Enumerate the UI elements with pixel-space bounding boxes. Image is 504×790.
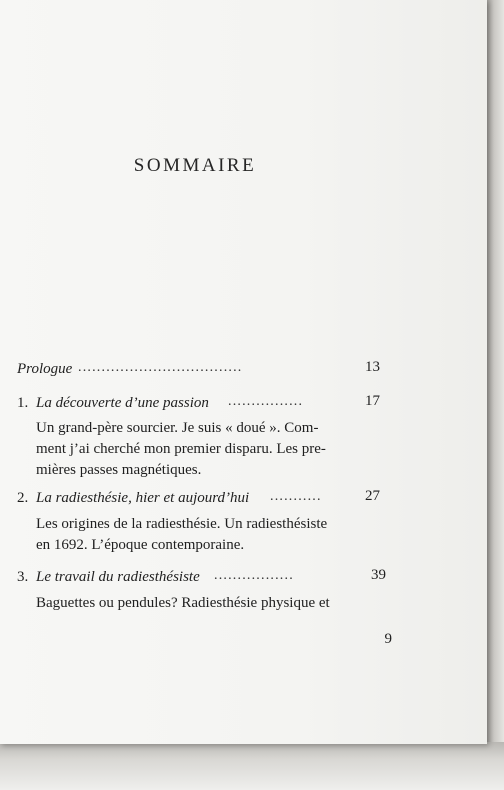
toc-entry-number: 1. [17, 395, 29, 411]
toc-entry-title: Le travail du radiesthésiste [36, 569, 200, 585]
toc-entry-title: Prologue [17, 361, 73, 377]
toc-entry-description-line: Les origines de la radiesthésie. Un radiesthésiste [36, 516, 328, 532]
toc-page-number: 39 [371, 567, 386, 583]
toc-entry-number: 3. [17, 569, 29, 585]
page-bottom-shadow [0, 742, 504, 790]
toc-entry-number: 2. [17, 490, 29, 506]
page-folio-number: 9 [384, 631, 392, 647]
toc-entry-description-line: ment j’ai cherché mon premier disparu. Les pre- [36, 441, 326, 457]
toc-page-number: 17 [365, 393, 380, 409]
toc-page-number: 27 [365, 488, 380, 504]
toc-entry-description-line: Un grand-père sourcier. Je suis « doué ». Com- [36, 420, 319, 436]
toc-entry-description-line: en 1692. L’époque contemporaine. [36, 537, 245, 553]
toc-entry-description-line: mières passes magnétiques. [36, 462, 202, 478]
toc-entry-title: La radiesthésie, hier et aujourd’hui [36, 490, 250, 506]
toc-entry-description-line: Baguettes ou pendules? Radiesthésie physique et [36, 595, 330, 611]
toc-leader-dots: ................................... [78, 360, 243, 375]
book-page-edge [487, 0, 504, 746]
toc-entry-title: La découverte d’une passion [36, 395, 209, 411]
page-title: SOMMAIRE [133, 155, 257, 176]
toc-leader-dots: ........... [270, 489, 322, 504]
toc-leader-dots: ................. [214, 568, 294, 583]
toc-leader-dots: ................ [228, 394, 304, 409]
toc-page-number: 13 [365, 359, 380, 375]
